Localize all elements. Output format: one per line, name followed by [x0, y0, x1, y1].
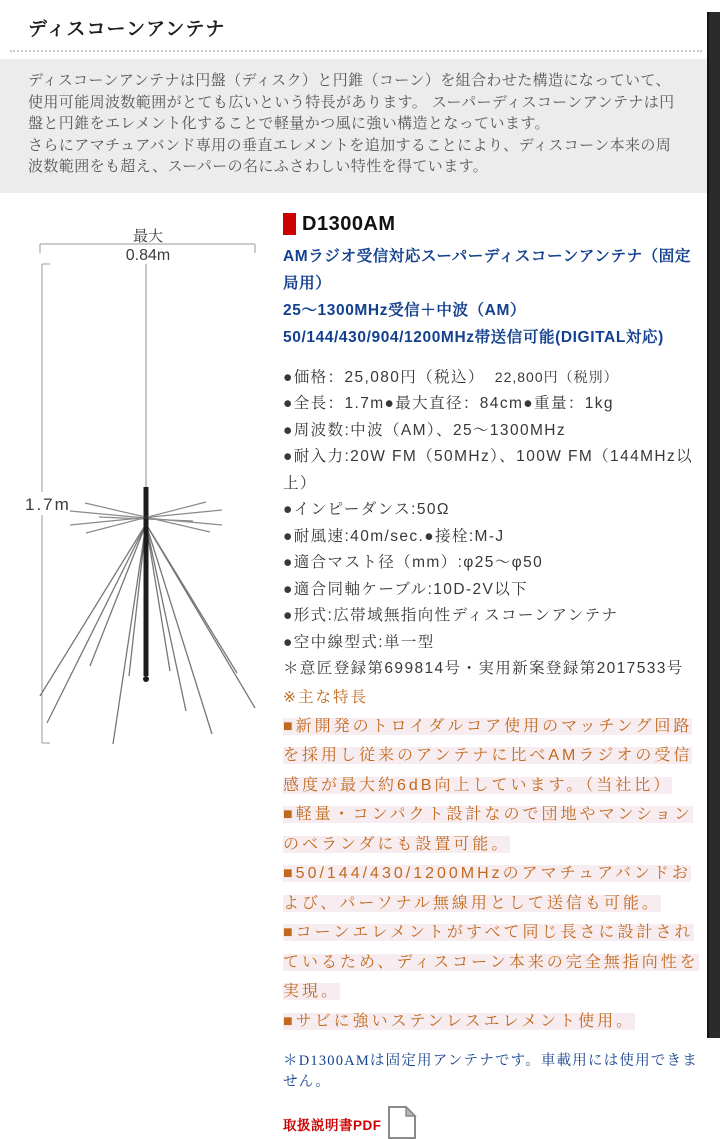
subtitle-line: 50/144/430/904/1200MHz帯送信可能(DIGITAL対応) [283, 324, 701, 351]
manual-link-row [283, 1105, 701, 1139]
diagram-height-value: 1.7m [25, 495, 71, 514]
product-model: D1300AM [302, 213, 396, 236]
spec-item: ●適合同軸ケーブル:10D-2V以下 [283, 577, 701, 604]
intro-paragraph-1: ディスコーンアンテナは円盤（ディスク）と円錐（コーン）を組合わせた構造になっていて、使用可能周波数範囲がとても広いという特長があります。 スーパーディスコーンアンテナは円盤と円錐をエレメント化することで軽量かつ風に強い構造となっています。 [28, 70, 685, 135]
spec-item: ●インピーダンス:50Ω [283, 497, 701, 524]
antenna-diagram [0, 211, 283, 1139]
red-square-bullet-icon [283, 213, 296, 235]
spec-item: ●耐風速:40m/sec.●接栓:M-J [283, 524, 701, 551]
diagram-max-width-value: 0.84m [126, 247, 170, 264]
subtitle-line: AMラジオ受信対応スーパーディスコーンアンテナ（固定局用） [283, 243, 701, 297]
features-heading: ※主な特長 [283, 684, 701, 712]
feature-item: ■50/144/430/1200MHzのアマチュアバンドおよび、パーソナル無線用として送信も可能。 [283, 859, 701, 918]
price-main: ●価格：25,080円（税込） [283, 369, 485, 386]
product-details [283, 211, 707, 1139]
intro-paragraph-2: さらにアマチュアバンド専用の垂直エレメントを追加することにより、ディスコーン本来の周波数範囲をも超え、スーパーの名にふさわしい特性を得ています。 [28, 135, 685, 178]
content-row [0, 211, 720, 1139]
product-subtitles [283, 243, 701, 351]
antenna-drawing-icon [0, 211, 283, 771]
page-header [10, 12, 702, 52]
intro-description-box [0, 59, 707, 193]
fixed-use-note: ＊D1300AMは固定用アンテナです。車載用には使用できません。 [283, 1049, 701, 1091]
manual-pdf-link[interactable]: 取扱説明書PDF [283, 1114, 382, 1134]
spec-item: ●耐入力:20W FM（50MHz）、100W FM（144MHz以上） [283, 444, 701, 497]
feature-item: ■コーンエレメントがすべて同じ長さに設計されているため、ディスコーン本来の完全無指向性を実現。 [283, 918, 701, 1007]
feature-item: ■軽量・コンパクト設計なので団地やマンションのベランダにも設置可能。 [283, 800, 701, 859]
feature-item: ■サビに強いステンレスエレメント使用。 [283, 1007, 701, 1037]
subtitle-line: 25〜1300MHz受信＋中波（AM） [283, 297, 701, 324]
spec-item: ●適合マスト径（mm）:φ25〜φ50 [283, 550, 701, 577]
registration-numbers: ＊意匠登録第699814号・実用新案登録第2017533号 [283, 656, 701, 683]
product-model-row [283, 213, 701, 236]
spec-item: ●形式:広帯域無指向性ディスコーンアンテナ [283, 603, 701, 630]
scrollbar[interactable] [707, 12, 720, 1038]
spec-list [283, 364, 701, 683]
spec-item: ●空中線型式:単一型 [283, 630, 701, 657]
feature-item: ■新開発のトロイダルコア使用のマッチング回路を採用し従来のアンテナに比べAMラジオの受信感度が最大約6dB向上しています。（当社比） [283, 712, 701, 801]
page-title: ディスコーンアンテナ [28, 14, 702, 41]
spec-price [283, 364, 701, 392]
spec-item: ●全長：1.7m●最大直径：84cm●重量：1kg [283, 391, 701, 418]
diagram-max-label: 最大 [133, 228, 163, 245]
spec-item: ●周波数:中波（AM）、25〜1300MHz [283, 418, 701, 445]
feature-list [283, 712, 701, 1037]
pdf-document-icon[interactable] [387, 1105, 417, 1139]
price-sub: 22,800円（税別） [495, 369, 619, 385]
product-page [0, 12, 720, 1038]
